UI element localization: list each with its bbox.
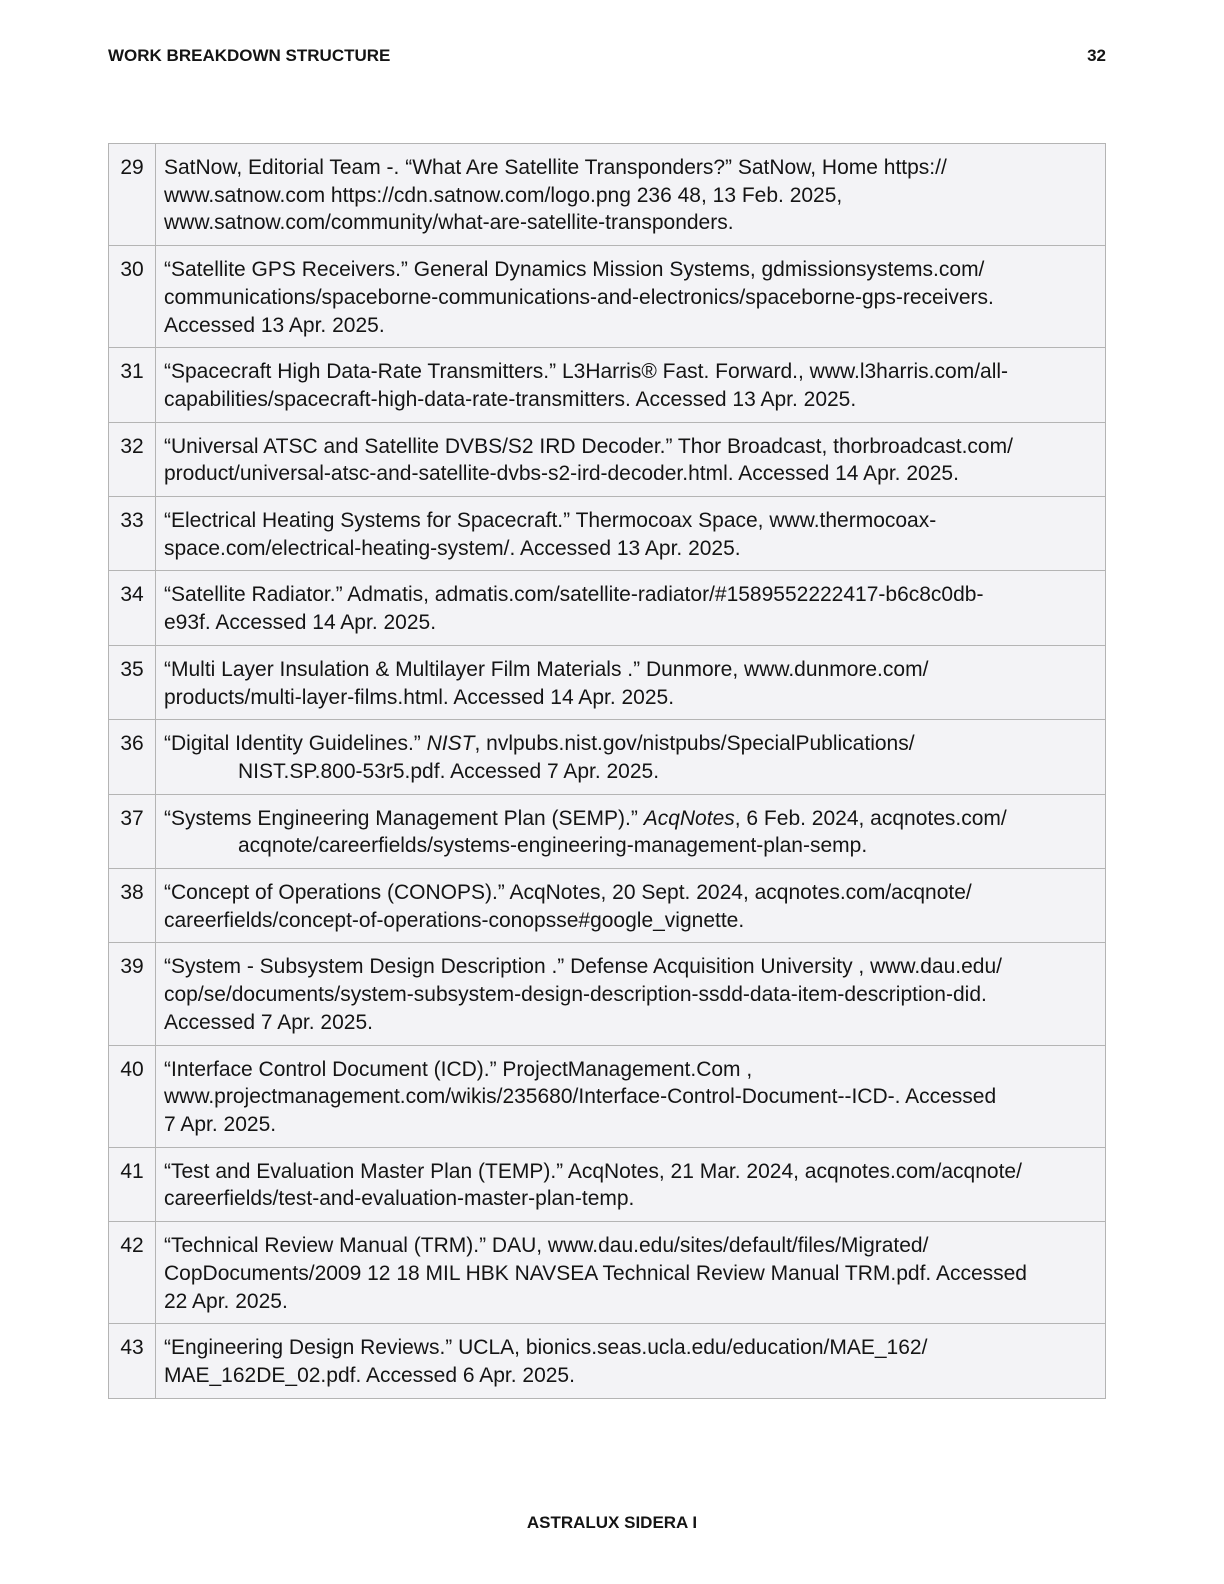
ref-line: capabilities/spacecraft-high-data-rate-transmitters. Accessed 13 Apr. 2025. [164, 387, 857, 411]
ref-text [156, 869, 1106, 943]
ref-number: 43 [109, 1324, 156, 1398]
ref-text [156, 720, 1106, 794]
page-footer: ASTRALUX SIDERA I [526, 1513, 698, 1532]
ref-post: , nvlpubs.nist.gov/nistpubs/SpecialPublications/ [474, 732, 915, 756]
ref-text [156, 794, 1106, 868]
ref-line: e93f. Accessed 14 Apr. 2025. [164, 611, 437, 635]
ref-continuation: acqnote/careerfields/systems-engineering-management-plan-semp. [238, 834, 868, 858]
header-title: WORK BREAKDOWN STRUCTURE [108, 46, 391, 65]
ref-line: “Satellite GPS Receivers.” General Dynamics Mission Systems, gdmissionsystems.com/ [164, 258, 985, 282]
table-row [109, 645, 1106, 719]
ref-line: 7 Apr. 2025. [164, 1112, 277, 1136]
ref-italic: AcqNotes [643, 806, 735, 830]
ref-number: 35 [109, 645, 156, 719]
ref-line: “Interface Control Document (ICD).” ProjectManagement.Com , [164, 1057, 753, 1081]
references-table [108, 143, 1106, 1399]
ref-line: MAE_162DE_02.pdf. Accessed 6 Apr. 2025. [164, 1363, 575, 1387]
ref-line: www.satnow.com/community/what-are-satellite-transponders. [164, 211, 734, 235]
ref-text [156, 422, 1106, 496]
ref-line: “Universal ATSC and Satellite DVBS/S2 IRD Decoder.” Thor Broadcast, thorbroadcast.com/ [164, 434, 1013, 458]
ref-line: “Concept of Operations (CONOPS).” AcqNotes, 20 Sept. 2024, acqnotes.com/acqnote/ [164, 881, 972, 905]
ref-line: “Engineering Design Reviews.” UCLA, bionics.seas.ucla.edu/education/MAE_162/ [164, 1336, 928, 1360]
ref-text [156, 246, 1106, 348]
ref-italic: NIST [426, 732, 475, 756]
ref-line: “Test and Evaluation Master Plan (TEMP).” AcqNotes, 21 Mar. 2024, acqnotes.com/acqnote/ [164, 1159, 1022, 1183]
ref-text [156, 1222, 1106, 1324]
table-row [109, 1045, 1106, 1147]
ref-text [156, 645, 1106, 719]
ref-number: 37 [109, 794, 156, 868]
ref-line: communications/spaceborne-communications-and-electronics/spaceborne-gps-receivers. [164, 285, 994, 309]
ref-number: 32 [109, 422, 156, 496]
ref-line: product/universal-atsc-and-satellite-dvbs-s2-ird-decoder.html. Accessed 14 Apr. 2025. [164, 462, 959, 486]
ref-line: cop/se/documents/system-subsystem-design-description-ssdd-data-item-description-did. [164, 983, 987, 1007]
ref-line: “System - Subsystem Design Description .” Defense Acquisition University , www.dau.edu/ [164, 955, 1003, 979]
ref-line: “Multi Layer Insulation & Multilayer Film Materials .” Dunmore, www.dunmore.com/ [164, 657, 929, 681]
table-row [109, 422, 1106, 496]
ref-number: 29 [109, 144, 156, 246]
ref-post: , 6 Feb. 2024, acqnotes.com/ [734, 806, 1007, 830]
ref-number: 39 [109, 943, 156, 1045]
table-row [109, 720, 1106, 794]
ref-number: 31 [109, 348, 156, 422]
ref-line: “Spacecraft High Data-Rate Transmitters.” L3Harris® Fast. Forward., www.l3harris.com/all- [164, 360, 1009, 384]
ref-text [156, 1324, 1106, 1398]
ref-line: SatNow, Editorial Team -. “What Are Satellite Transponders?” SatNow, Home https:// [164, 156, 947, 179]
ref-continuation: NIST.SP.800-53r5.pdf. Accessed 7 Apr. 2025. [238, 759, 660, 783]
ref-pre: “Systems Engineering Management Plan (SEMP).” [164, 806, 644, 830]
table-row [109, 497, 1106, 571]
ref-number: 33 [109, 497, 156, 571]
ref-text [156, 348, 1106, 422]
ref-line: careerfields/test-and-evaluation-master-plan-temp. [164, 1187, 635, 1211]
table-row [109, 869, 1106, 943]
ref-line: www.satnow.com https://cdn.satnow.com/logo.png 236 48, 13 Feb. 2025, [164, 183, 843, 207]
ref-line: Accessed 7 Apr. 2025. [164, 1010, 373, 1034]
table-row [109, 246, 1106, 348]
ref-number: 40 [109, 1045, 156, 1147]
table-row [109, 794, 1106, 868]
table-row [109, 1147, 1106, 1221]
ref-number: 30 [109, 246, 156, 348]
table-row [109, 144, 1106, 246]
ref-number: 38 [109, 869, 156, 943]
ref-number: 36 [109, 720, 156, 794]
table-row [109, 348, 1106, 422]
ref-line: 22 Apr. 2025. [164, 1289, 288, 1313]
table-row [109, 571, 1106, 645]
ref-line [164, 805, 1093, 833]
ref-text [156, 943, 1106, 1045]
ref-line: careerfields/concept-of-operations-conopsse#google_vignette. [164, 908, 745, 932]
ref-text [156, 1045, 1106, 1147]
ref-number: 42 [109, 1222, 156, 1324]
table-row [109, 943, 1106, 1045]
ref-line: “Satellite Radiator.” Admatis, admatis.com/satellite-radiator/#1589552222417-b6c8c0db- [164, 583, 984, 607]
ref-line: “Electrical Heating Systems for Spacecraft.” Thermocoax Space, www.thermocoax- [164, 509, 937, 533]
ref-line: CopDocuments/2009 12 18 MIL HBK NAVSEA Technical Review Manual TRM.pdf. Accessed [164, 1261, 1027, 1285]
page-header [108, 46, 1106, 68]
ref-pre: “Digital Identity Guidelines.” [164, 732, 427, 756]
ref-line: space.com/electrical-heating-system/. Accessed 13 Apr. 2025. [164, 536, 741, 560]
ref-text [156, 497, 1106, 571]
ref-line [164, 730, 1093, 758]
ref-line: products/multi-layer-films.html. Accessed 14 Apr. 2025. [164, 685, 675, 709]
table-row [109, 1222, 1106, 1324]
ref-line: Accessed 13 Apr. 2025. [164, 313, 385, 337]
ref-text [156, 1147, 1106, 1221]
ref-text [156, 571, 1106, 645]
page-number: 32 [1087, 46, 1106, 65]
ref-line: “Technical Review Manual (TRM).” DAU, www.dau.edu/sites/default/files/Migrated/ [164, 1234, 929, 1258]
ref-number: 41 [109, 1147, 156, 1221]
table-row [109, 1324, 1106, 1398]
ref-number: 34 [109, 571, 156, 645]
ref-line: www.projectmanagement.com/wikis/235680/Interface-Control-Document--ICD-. Accessed [164, 1085, 997, 1109]
ref-text [156, 144, 1106, 246]
